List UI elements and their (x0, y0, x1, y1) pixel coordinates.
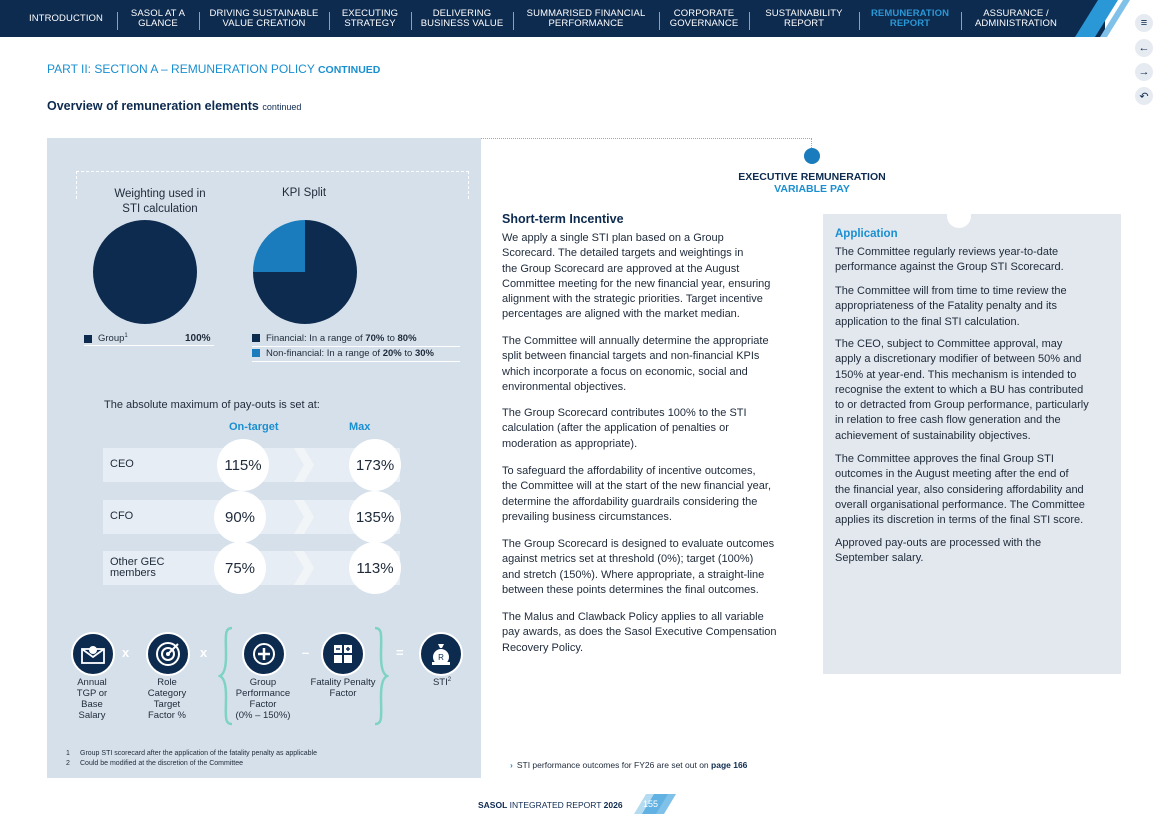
page-number: 155 (643, 799, 659, 809)
footnote-ref: 1 (124, 333, 128, 339)
exec-rem-heading (712, 171, 912, 195)
undo-icon: ↶ (1139, 90, 1149, 103)
legend-financial-high: 80% (397, 333, 417, 344)
nav-divider (513, 12, 514, 30)
gec-max-value: 113% (349, 542, 401, 594)
legend-divider (84, 345, 214, 346)
row-role-cfo: CFO (110, 510, 134, 522)
footer-brand (478, 800, 623, 810)
legend-group-value: 100% (185, 333, 211, 344)
overview-title: Overview of remuneration elements (47, 99, 259, 113)
legend-nonfinancial (252, 348, 434, 359)
ceo-max-value: 173% (349, 439, 401, 491)
sti-para-1: We apply a single STI plan based on a Group Scorecard. The detailed targets and weightings in the Group Scorecard are approved at the August Committee meeting for the new financial year, ensuring alignment with the strategic priorities. Target incentive percentages are aligned with the market median. (502, 232, 771, 321)
footnote-num: 1 (66, 750, 70, 757)
right-brace-icon (373, 626, 389, 726)
nav-divider (749, 12, 750, 30)
cfo-on-target-value: 90% (214, 491, 266, 543)
kpi-split-title: KPI Split (281, 187, 327, 199)
ceo-on-target-value: 115% (217, 439, 269, 491)
max-payout-text: The absolute maximum of pay-outs is set at: (104, 399, 320, 411)
money-bag-icon (419, 632, 463, 676)
nav-driving-sustainable-value[interactable]: DRIVING SUSTAINABLE VALUE CREATION (209, 7, 319, 29)
gec-on-target-value: 75% (214, 542, 266, 594)
pie-slice-non-financial (253, 220, 305, 272)
forward-button[interactable] (1135, 63, 1153, 81)
application-notch (947, 204, 971, 228)
legend-financial (252, 333, 417, 344)
application-title: Application (835, 228, 898, 240)
application-para-3: The CEO, subject to Committee approval, may apply a discretionary modifier of between 50% and 150% at year-end. This mechanism is intended to recognise the extent to which a BU has contributed to or detracted from Group performance, particularly in relation to free cash flow generation and the achievement of sustainability objectives. (835, 338, 1089, 442)
nav-summarised-financial[interactable]: SUMMARISED FINANCIAL PERFORMANCE (526, 7, 646, 29)
footnote-2 (66, 759, 317, 769)
exec-rem-line1: EXECUTIVE REMUNERATION (738, 171, 886, 183)
nav-remuneration-report[interactable]: REMUNERATION REPORT (870, 7, 950, 29)
formula-label-fatality: Fatality Penalty Factor (310, 677, 376, 699)
row-role-gec: Other GEC members (110, 556, 165, 579)
legend-swatch-financial (252, 334, 260, 342)
footnote-text: Group STI scorecard after the application of the fatality penalty as applicable (80, 750, 317, 757)
sti-outcomes-link[interactable] (510, 760, 747, 770)
dotted-connector (481, 138, 812, 139)
arrow-left-icon: ← (1138, 42, 1150, 54)
legend-financial-to: to (384, 333, 398, 344)
nav-accent-stripes (1070, 0, 1130, 37)
cfo-max-value: 135% (349, 491, 401, 543)
menu-icon: ≡ (1140, 17, 1148, 29)
weighting-title: Weighting used in STI calculation (114, 188, 206, 215)
sti-link-text: STI performance outcomes for FY26 are set out on (516, 760, 712, 770)
nav-sasol-at-a-glance[interactable]: SASOL AT A GLANCE (130, 7, 186, 29)
exec-rem-line2: VARIABLE PAY (774, 183, 850, 195)
nav-introduction[interactable]: INTRODUCTION (28, 12, 104, 24)
sti-para-5: The Group Scorecard is designed to evaluate outcomes against metrics set at threshold (0%); target (100%) and stretch (150%). Where appropriate, a straight-line between these points determines the final outcomes. (502, 538, 775, 596)
salary-envelope-icon (71, 632, 115, 676)
col-on-target: On-target (229, 421, 279, 433)
nav-corporate-governance[interactable]: CORPORATE GOVERNANCE (669, 7, 739, 29)
chevron-right-icon (292, 500, 316, 534)
nav-sustainability-report[interactable]: SUSTAINABILITY REPORT (765, 7, 843, 29)
nav-executing-strategy[interactable]: EXECUTING STRATEGY (341, 7, 399, 29)
legend-swatch-nonfinancial (252, 349, 260, 357)
legend-group (84, 333, 128, 344)
legend-nonfinancial-to: to (401, 348, 415, 359)
calculator-icon (321, 632, 365, 676)
legend-financial-label: Financial: In a range of (266, 333, 366, 344)
section-continued: CONTINUED (317, 64, 381, 76)
application-para-2: The Committee will from time to time review the appropriateness of the Fatality penalty and its application to the final STI calculation. (835, 285, 1067, 328)
legend-group-label: Group (98, 333, 125, 345)
legend-financial-low: 70% (365, 333, 385, 344)
sti-para-4: To safeguard the affordability of incentive outcomes, the Committee will at the start of the new financial year, determine the affordability guardrails considering the prevailing business circumstances. (502, 465, 772, 523)
footer-brand-name: SASOL (478, 800, 508, 810)
top-navigation (0, 0, 1105, 37)
formula-label-annual: Annual TGP or Base Salary (76, 677, 108, 721)
undo-button[interactable] (1135, 87, 1153, 105)
formula-label-role: Role Category Target Factor % (147, 677, 187, 721)
nav-divider (329, 12, 330, 30)
sti-title: Short-term Incentive (502, 212, 624, 226)
operator-minus: – (302, 645, 310, 660)
operator-equals: = (396, 645, 404, 660)
chevron-right-icon (292, 448, 316, 482)
section-title: PART II: SECTION A – REMUNERATION POLICY (47, 62, 315, 76)
chevron-right-icon (292, 551, 316, 585)
nav-divider (859, 12, 860, 30)
nav-divider (659, 12, 660, 30)
col-max: Max (349, 421, 371, 433)
kpi-split-pie-chart (252, 219, 358, 325)
back-button[interactable] (1135, 39, 1153, 57)
sti-para-3: The Group Scorecard contributes 100% to the STI calculation (after the application of penalties or moderation as appropriate). (502, 407, 747, 450)
overview-continued: continued (262, 102, 302, 112)
operator-multiply: x (200, 645, 208, 660)
nav-divider (117, 12, 118, 30)
legend-nonfinancial-low: 20% (382, 348, 402, 359)
nav-divider (961, 12, 962, 30)
menu-button[interactable] (1135, 14, 1153, 32)
application-para-1: The Committee regularly reviews year-to-date performance against the Group STI Scorecard. (835, 246, 1064, 274)
arrow-right-icon: → (1138, 66, 1150, 78)
nav-divider (411, 12, 412, 30)
target-icon (146, 632, 190, 676)
pie-slice-group (93, 220, 197, 324)
formula-label-sti (420, 677, 464, 688)
legend-nonfinancial-label: Non-financial: In a range of (266, 348, 383, 359)
footnote-text: Could be modified at the discretion of the Committee (80, 760, 244, 767)
footnote-1 (66, 749, 317, 759)
formula-sti-text: STI (432, 677, 448, 689)
legend-nonfinancial-high: 30% (414, 348, 434, 359)
operator-multiply: x (122, 645, 130, 660)
nav-divider (199, 12, 200, 30)
footer-report-name: INTEGRATED REPORT (507, 800, 604, 810)
page-title (47, 99, 301, 113)
chevron-right-icon: › (510, 760, 513, 770)
application-para-4: The Committee approves the final Group STI outcomes in the August meeting after the end of the financial year, also considering affordability and overall organisational performance. The Committee applies its discretion in terms of the final STI score. (835, 453, 1085, 527)
footnote-ref: 2 (447, 677, 452, 683)
formula-label-group-perf: Group Performance Factor (0% – 150%) (235, 677, 291, 721)
section-heading (47, 62, 380, 76)
legend-swatch-group (84, 335, 92, 343)
sti-para-2: The Committee will annually determine the appropriate split between financial targets and non-financial KPIs which incorporate a focus on economic, social and environmental objectives. (502, 335, 769, 393)
nav-delivering-business-value[interactable]: DELIVERING BUSINESS VALUE (420, 7, 504, 29)
footer-year: 2026 (603, 800, 623, 810)
weighting-pie-chart (92, 219, 198, 325)
sti-para-6: The Malus and Clawback Policy applies to all variable pay awards, as does the Sasol Executive Compensation Recovery Policy. (502, 611, 777, 654)
footnotes (66, 749, 317, 769)
row-role-ceo: CEO (110, 458, 134, 470)
legend-divider (252, 346, 460, 347)
plus-circle-icon (242, 632, 286, 676)
footnote-num: 2 (66, 760, 70, 767)
legend-divider (252, 361, 460, 362)
exec-rem-dot (804, 148, 820, 164)
svg-text:R: R (438, 653, 444, 662)
application-para-5: Approved pay-outs are processed with the September salary. (835, 537, 1042, 565)
nav-assurance-administration[interactable]: ASSURANCE / ADMINISTRATION (975, 7, 1057, 29)
sti-link-page[interactable]: page 166 (711, 760, 748, 770)
